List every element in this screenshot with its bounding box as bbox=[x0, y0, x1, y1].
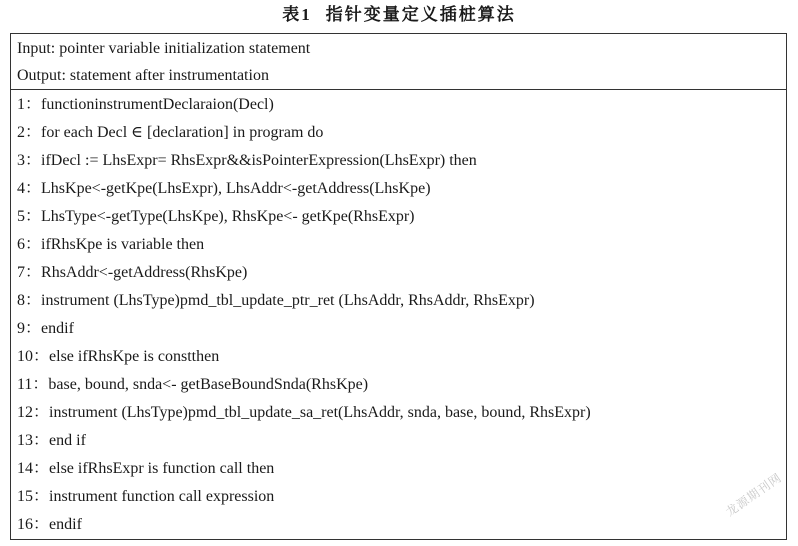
step-line bbox=[11, 315, 786, 343]
step-text: functioninstrumentDeclaraion(Decl) bbox=[41, 96, 274, 113]
step-line bbox=[11, 511, 786, 539]
step-line bbox=[11, 203, 786, 231]
step-text: RhsAddr<-getAddress(RhsKpe) bbox=[41, 264, 248, 281]
step-number: 12： bbox=[17, 404, 50, 421]
table-label: 表1 bbox=[282, 5, 312, 24]
step-number: 14： bbox=[17, 460, 50, 477]
step-text: endif bbox=[49, 516, 82, 533]
step-number: 6： bbox=[17, 236, 42, 253]
step-number: 16： bbox=[17, 516, 50, 533]
step-line bbox=[11, 427, 786, 455]
step-number: 11： bbox=[17, 376, 49, 393]
table-caption bbox=[0, 4, 798, 26]
step-text: LhsKpe<-getKpe(LhsExpr), LhsAddr<-getAddress(LhsKpe) bbox=[41, 180, 431, 197]
step-line bbox=[11, 483, 786, 511]
algorithm-steps bbox=[11, 90, 786, 539]
input-line: Input: pointer variable initialization statement bbox=[17, 40, 311, 57]
step-text: ifRhsKpe is variable then bbox=[41, 236, 205, 253]
step-text: else ifRhsExpr is function call then bbox=[49, 460, 275, 477]
step-text: for each Decl ∈ [declaration] in program do bbox=[41, 124, 324, 141]
io-section bbox=[11, 34, 786, 90]
step-text: else ifRhsKpe is constthen bbox=[49, 348, 220, 365]
step-line bbox=[11, 399, 786, 427]
step-number: 9： bbox=[17, 320, 42, 337]
step-number: 13： bbox=[17, 432, 50, 449]
step-text: instrument function call expression bbox=[49, 488, 275, 505]
step-text: end if bbox=[49, 432, 86, 449]
step-line bbox=[11, 231, 786, 259]
step-number: 2： bbox=[17, 124, 42, 141]
step-number: 4： bbox=[17, 180, 42, 197]
step-text: endif bbox=[41, 320, 74, 337]
step-text: instrument (LhsType)pmd_tbl_update_sa_ret(LhsAddr, snda, base, bound, RhsExpr) bbox=[49, 404, 591, 421]
step-line bbox=[11, 455, 786, 483]
step-text: ifDecl := LhsExpr= RhsExpr&&isPointerExpression(LhsExpr) then bbox=[41, 152, 477, 169]
step-number: 10： bbox=[17, 348, 50, 365]
step-number: 5： bbox=[17, 208, 42, 225]
step-line bbox=[11, 91, 786, 119]
step-line bbox=[11, 119, 786, 147]
output-line: Output: statement after instrumentation bbox=[17, 67, 269, 84]
step-line bbox=[11, 175, 786, 203]
watermark: 龙源期刊网 bbox=[723, 470, 785, 520]
step-number: 1： bbox=[17, 96, 42, 113]
step-line bbox=[11, 287, 786, 315]
step-number: 8： bbox=[17, 292, 42, 309]
step-text: base, bound, snda<- getBaseBoundSnda(RhsKpe) bbox=[48, 376, 369, 393]
table-title: 指针变量定义插桩算法 bbox=[325, 5, 516, 24]
step-text: LhsType<-getType(LhsKpe), RhsKpe<- getKpe(RhsExpr) bbox=[41, 208, 415, 225]
step-line bbox=[11, 343, 786, 371]
step-number: 3： bbox=[17, 152, 42, 169]
step-line bbox=[11, 259, 786, 287]
step-number: 7： bbox=[17, 264, 42, 281]
algorithm-table bbox=[10, 33, 787, 540]
step-text: instrument (LhsType)pmd_tbl_update_ptr_ret (LhsAddr, RhsAddr, RhsExpr) bbox=[41, 292, 535, 309]
step-line bbox=[11, 147, 786, 175]
step-number: 15： bbox=[17, 488, 50, 505]
step-line bbox=[11, 371, 786, 399]
